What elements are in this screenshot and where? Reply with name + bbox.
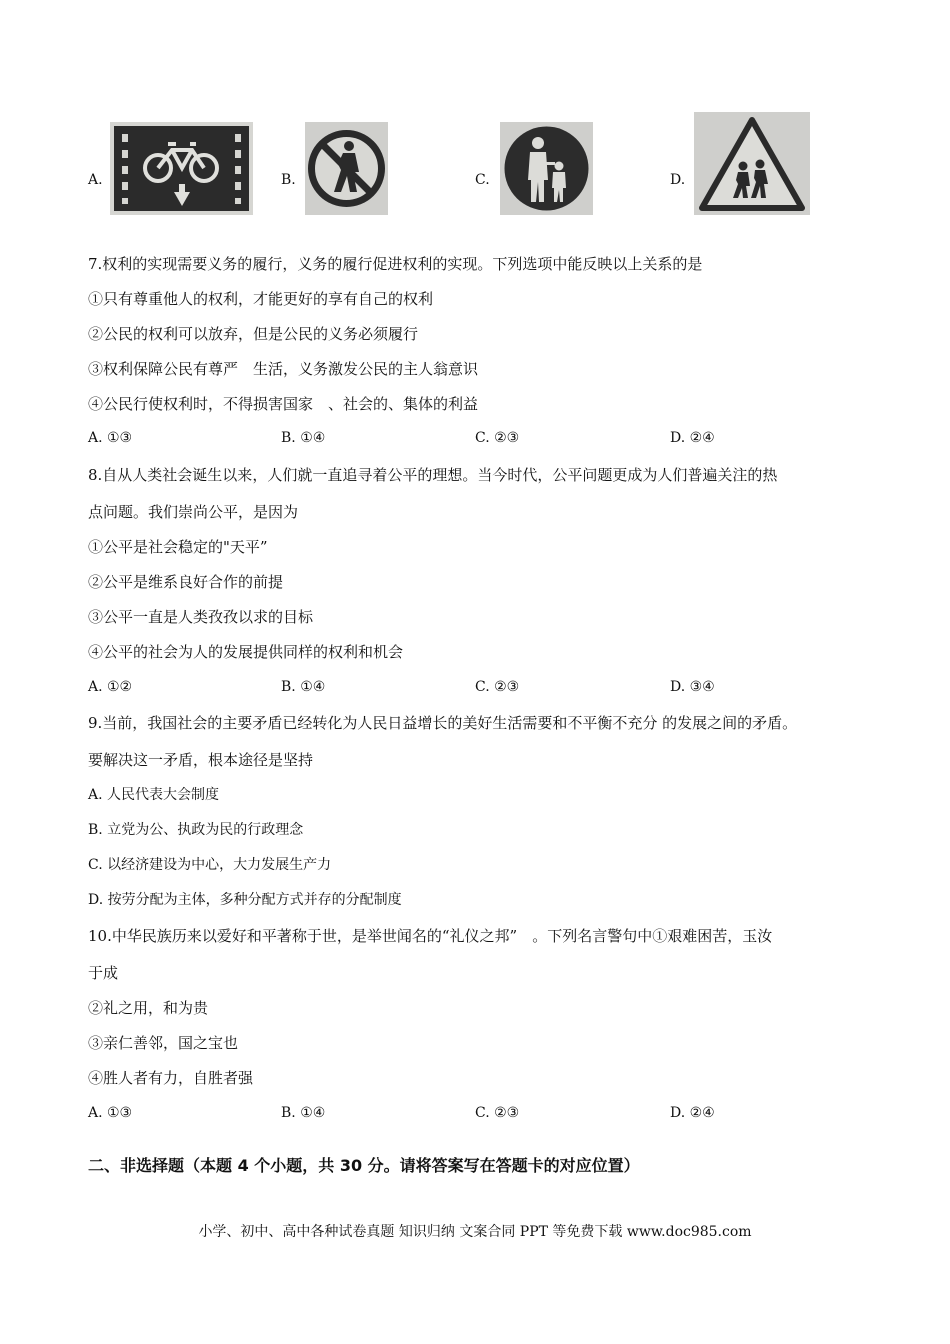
sign-options-row — [0, 110, 950, 225]
q10-item-2: ②礼之用，和为贵 — [88, 999, 209, 1017]
q8-item-1: ①公平是社会稳定的"天平” — [88, 538, 268, 556]
option-b-label: B. — [281, 172, 296, 188]
page-footer: 小学、初中、高中各种试卷真题 知识归纳 文案合同 PPT 等免费下载 www.doc985.com — [198, 1224, 752, 1240]
no-pedestrians-sign-icon — [305, 122, 388, 215]
q7-choice-c: C. ②③ — [475, 430, 520, 446]
children-crossing-sign-icon — [694, 112, 810, 215]
q10-item-4: ④胜人者有力，自胜者强 — [88, 1069, 254, 1087]
q9-option-b: B. 立党为公、执政为民的行政理念 — [88, 822, 304, 838]
q8-choice-b: B. ①④ — [281, 679, 326, 695]
q9-stem-line-1: 9.当前，我国社会的主要矛盾已经转化为人民日益增长的美好生活需要和不平衡不充分 的发展之间的矛盾。 — [88, 714, 798, 732]
q7-choice-d: D. ②④ — [670, 430, 715, 446]
q7-item-2: ②公民的权利可以放弃，但是公民的义务必须履行 — [88, 325, 419, 343]
q10-item-3: ③亲仁善邻，国之宝也 — [88, 1034, 239, 1052]
q8-stem-line-1: 8.自从人类社会诞生以来，人们就一直追寻着公平的理想。当今时代，公平问题更成为人们普遍关注的热 — [88, 466, 778, 484]
q10-choice-d: D. ②④ — [670, 1105, 715, 1121]
q8-item-3: ③公平一直是人类孜孜以求的目标 — [88, 608, 314, 626]
q8-stem-line-2: 点问题。我们崇尚公平，是因为 — [88, 503, 299, 521]
q7-item-4: ④公民行使权利时，不得损害国家 、社会的、集体的利益 — [88, 395, 479, 413]
option-a-label: A. — [88, 172, 103, 188]
q10-stem-line-2: 于成 — [88, 964, 119, 982]
q8-item-4: ④公平的社会为人的发展提供同样的权利和机会 — [88, 643, 404, 661]
q8-choice-a: A. ①② — [88, 679, 133, 695]
q9-option-a: A. 人民代表大会制度 — [88, 787, 220, 803]
section-title: 二、非选择题（本题 4 个小题，共 30 分。请将答案写在答题卡的对应位置） — [88, 1156, 640, 1175]
q7-stem: 7.权利的实现需要义务的履行，义务的履行促进权利的实现。下列选项中能反映以上关系的是 — [88, 255, 703, 273]
q8-choice-c: C. ②③ — [475, 679, 520, 695]
q9-stem-line-2: 要解决这一矛盾，根本途径是坚持 — [88, 751, 314, 769]
q8-item-2: ②公平是维系良好合作的前提 — [88, 573, 284, 591]
q10-choice-c: C. ②③ — [475, 1105, 520, 1121]
q7-choice-b: B. ①④ — [281, 430, 326, 446]
q7-item-1: ①只有尊重他人的权利，才能更好的享有自己的权利 — [88, 290, 434, 308]
bicycle-lane-sign-icon — [110, 122, 253, 215]
q10-choice-a: A. ①③ — [88, 1105, 133, 1121]
q7-item-3: ③权利保障公民有尊严 生活，义务激发公民的主人翁意识 — [88, 360, 479, 378]
option-d-label: D. — [670, 172, 686, 188]
pedestrian-sign-icon — [500, 122, 593, 215]
q10-choice-b: B. ①④ — [281, 1105, 326, 1121]
q10-stem-line-1: 10.中华民族历来以爱好和平著称于世，是举世闻名的“礼仪之邦” 。下列名言警句中①艰难困苦，玉汝 — [88, 927, 773, 945]
q9-option-d: D. 按劳分配为主体，多种分配方式并存的分配制度 — [88, 892, 402, 908]
q9-option-c: C. 以经济建设为中心，大力发展生产力 — [88, 857, 332, 873]
q7-choice-a: A. ①③ — [88, 430, 133, 446]
q8-choice-d: D. ③④ — [670, 679, 715, 695]
option-c-label: C. — [475, 172, 490, 188]
